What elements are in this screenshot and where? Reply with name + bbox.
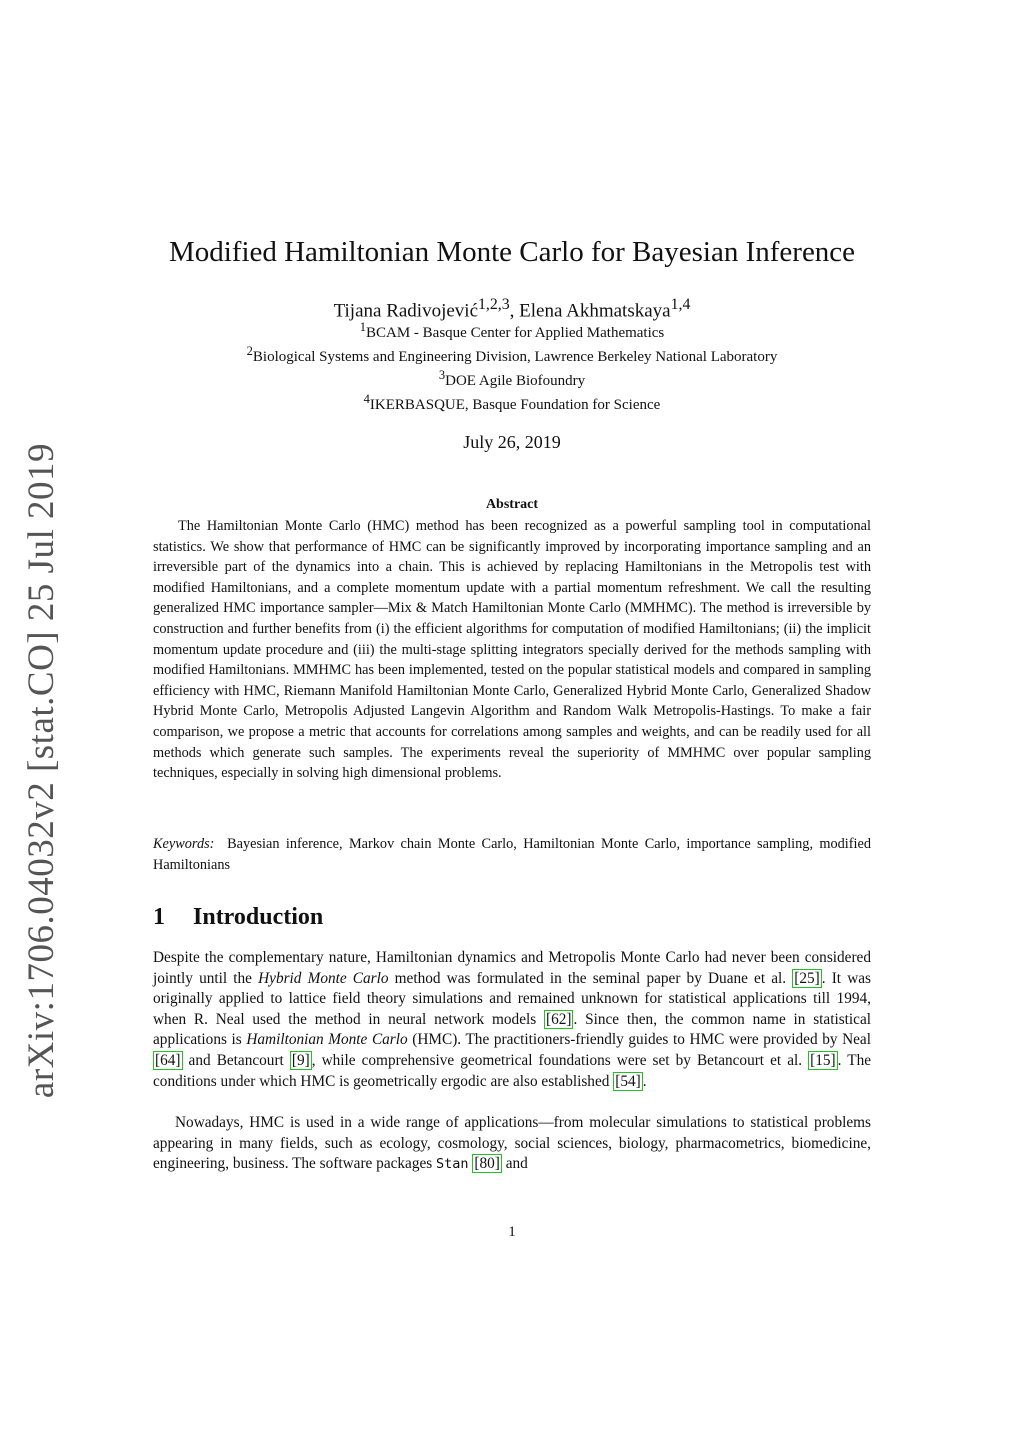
- author-separator: ,: [509, 300, 520, 322]
- citation-link[interactable]: [15]: [810, 1051, 836, 1069]
- paper-title: Modified Hamiltonian Monte Carlo for Bayesian Inference: [168, 236, 856, 268]
- author-name: Elena Akhmatskaya: [519, 300, 671, 322]
- citation-link[interactable]: [54]: [615, 1072, 641, 1090]
- author-superscript: 1,4: [670, 296, 691, 313]
- emphasis: Hybrid Monte Carlo: [258, 969, 389, 987]
- citation-link[interactable]: [9]: [291, 1051, 310, 1069]
- section-heading: [153, 904, 323, 931]
- page-number: 1: [508, 1224, 516, 1240]
- keywords: [153, 834, 871, 876]
- citation-link[interactable]: [64]: [155, 1051, 181, 1069]
- arxiv-sidebar: [12, 442, 72, 1098]
- citation-link[interactable]: [80]: [474, 1155, 500, 1173]
- citation-link[interactable]: [62]: [545, 1010, 572, 1028]
- affiliation: $^1$BCAM - Basque Center for Applied Mathematics: [359, 320, 665, 341]
- paper-date: July 26, 2019: [463, 432, 561, 452]
- arxiv-identifier: arXiv:1706.04032v2 [stat.CO] 25 Jul 2019: [21, 442, 63, 1098]
- author-superscript: 1,2,3: [478, 296, 510, 313]
- abstract-heading: Abstract: [485, 497, 539, 512]
- author-line: [0, 296, 1024, 322]
- intro-paragraph: Despite the complementary nature, Hamiltonian dynamics and Metropolis Monte Carlo had never been considered jointly until the Hybrid Monte Carlo method was formulated in the seminal paper by Duane et al. [25] . It was originally applied to lattice field theory simulations and remained unknown for statistical applications till 1994, when R. Neal used the method in neural network models [62] . Since then, the common name in statistical applications is Hamiltonian Monte Carlo (HMC). The practitioners-friendly guides to HMC were provided by Neal [64] and Betancourt [9] , while comprehensive geometrical foundations were set by Betancourt et al. [15] . The conditions under which HMC is geometrically ergodic are also established [54] .: [153, 949, 872, 1090]
- affiliation: $^2$Biological Systems and Engineering Division, Lawrence Berkeley National Laboratory: [246, 344, 778, 365]
- section-number: 1: [153, 904, 165, 930]
- software-name: Stan: [436, 1156, 469, 1173]
- affiliation: $^4$IKERBASQUE, Basque Foundation for Science: [363, 392, 661, 413]
- author-name: Tijana Radivojević: [333, 300, 479, 322]
- intro-paragraph: Nowadays, HMC is used in a wide range of applications—from molecular simulations to statistical problems appearing in many fields, such as ecology, cosmology, social sciences, biology, pharmacometrics, biomedicine, engineering, business. The software packages Stan [80] and: [153, 1114, 871, 1173]
- keywords-text: Bayesian inference, Markov chain Monte Carlo, Hamiltonian Monte Carlo, importance sampling, modified Hamiltonians: [153, 836, 871, 873]
- section-title: Introduction: [193, 904, 324, 930]
- affiliation: $^3$DOE Agile Biofoundry: [438, 368, 586, 389]
- emphasis: Hamiltonian Monte Carlo: [246, 1031, 408, 1049]
- citation-link[interactable]: [25]: [794, 969, 820, 987]
- keywords-label: Keywords:: [153, 836, 215, 852]
- abstract-text: The Hamiltonian Monte Carlo (HMC) method has been recognized as a powerful sampling tool in computational statistics. We show that performance of HMC can be significantly improved by incorporating importance sampling and an irreversible part of the dynamics into a chain. This is achieved by replacing Hamiltonians in the Metropolis test with modified Hamiltonians, and a complete momentum update with a partial momentum refreshment. We call the resulting generalized HMC importance sampler—Mix & Match Hamiltonian Monte Carlo (MMHMC). The method is irreversible by construction and further benefits from (i) the efficient algorithms for computation of modified Hamiltonians; (ii) the implicit momentum update procedure and (iii) the multi-stage splitting integrators specially derived for the methods sampling with modified Hamiltonians. MMHMC has been implemented, tested on the popular statistical models and compared in sampling efficiency with HMC, Riemann Manifold Hamiltonian Monte Carlo, Generalized Hybrid Monte Carlo, Generalized Shadow Hybrid Monte Carlo, Metropolis Adjusted Langevin Algorithm and Random Walk Metropolis-Hastings. To make a fair comparison, we propose a metric that accounts for correlations among samples and weights, and can be readily used for all methods which generate such samples. The experiments reveal the superiority of MMHMC over popular sampling techniques, especially in solving high dimensional problems.: [153, 518, 871, 782]
